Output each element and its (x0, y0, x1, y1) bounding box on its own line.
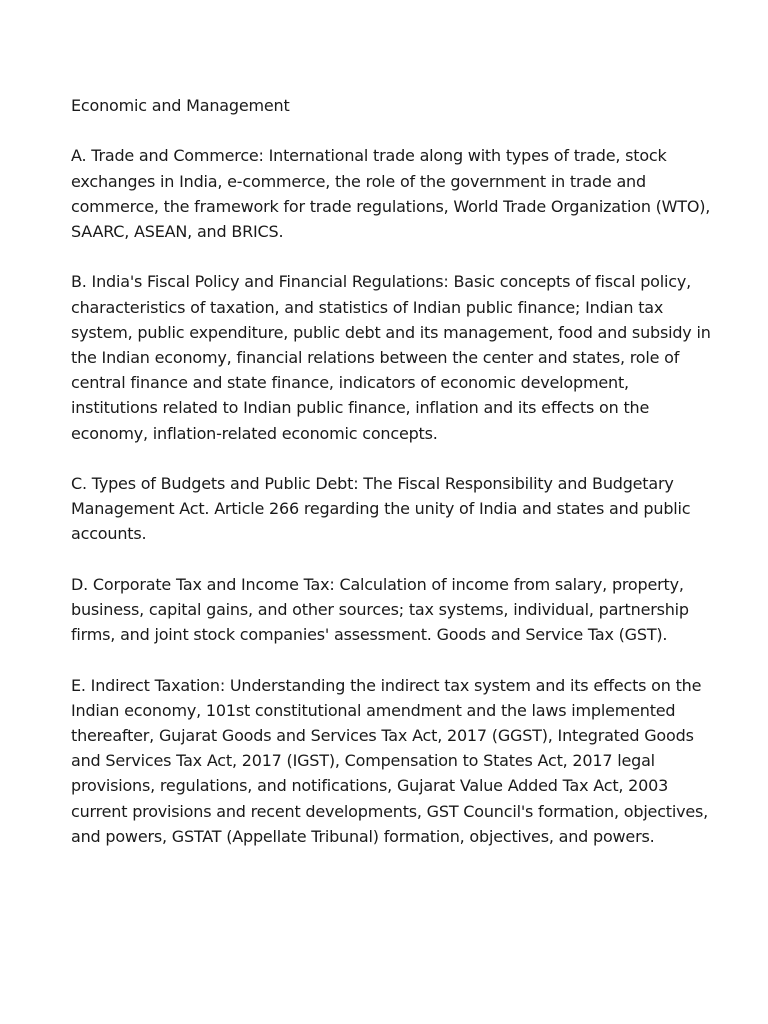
section-trade-and-commerce: A. Trade and Commerce: International trade along with types of trade, stock exchanges in India, e-commerce, the role of the government in trade and commerce, the framework for trade regulations, World Trade Organization (WTO), SAARC, ASEAN, and BRICS. (71, 146, 711, 241)
document-title: Economic and Management (71, 96, 290, 115)
section-fiscal-policy: B. India's Fiscal Policy and Financial Regulations: Basic concepts of fiscal policy, characteristics of taxation, and statistics of Indian public finance; Indian tax system, public expenditure, public debt and its management, food and subsidy in the Indian economy, financial relations between the center and states, role of central finance and state finance, indicators of economic development, institutions related to Indian public finance, inflation and its effects on the economy, inflation-related economic concepts. (71, 272, 711, 443)
section-corporate-income-tax: D. Corporate Tax and Income Tax: Calculation of income from salary, property, business, capital gains, and other sources; tax systems, individual, partnership firms, and joint stock companies' assessment. Goods and Service Tax (GST). (71, 574, 689, 645)
document-body (71, 93, 711, 874)
section-budgets-public-debt: C. Types of Budgets and Public Debt: The Fiscal Responsibility and Budgetary Management Act. Article 266 regarding the unity of India and states and public accounts. (71, 474, 691, 544)
section-indirect-taxation: E. Indirect Taxation: Understanding the indirect tax system and its effects on the Indian economy, 101st constitutional amendment and the laws implemented thereafter, Gujarat Goods and Services Tax Act, 2017 (GGST), Integrated Goods and Services Tax Act, 2017 (IGST), Compensation to States Act, 2017 legal provisions, regulations, and notifications, Gujarat Value Added Tax Act, 2003 current provisions and recent developments, GST Council's formation, objectives, and powers, GSTAT (Appellate Tribunal) formation, objectives, and powers. (71, 675, 709, 846)
